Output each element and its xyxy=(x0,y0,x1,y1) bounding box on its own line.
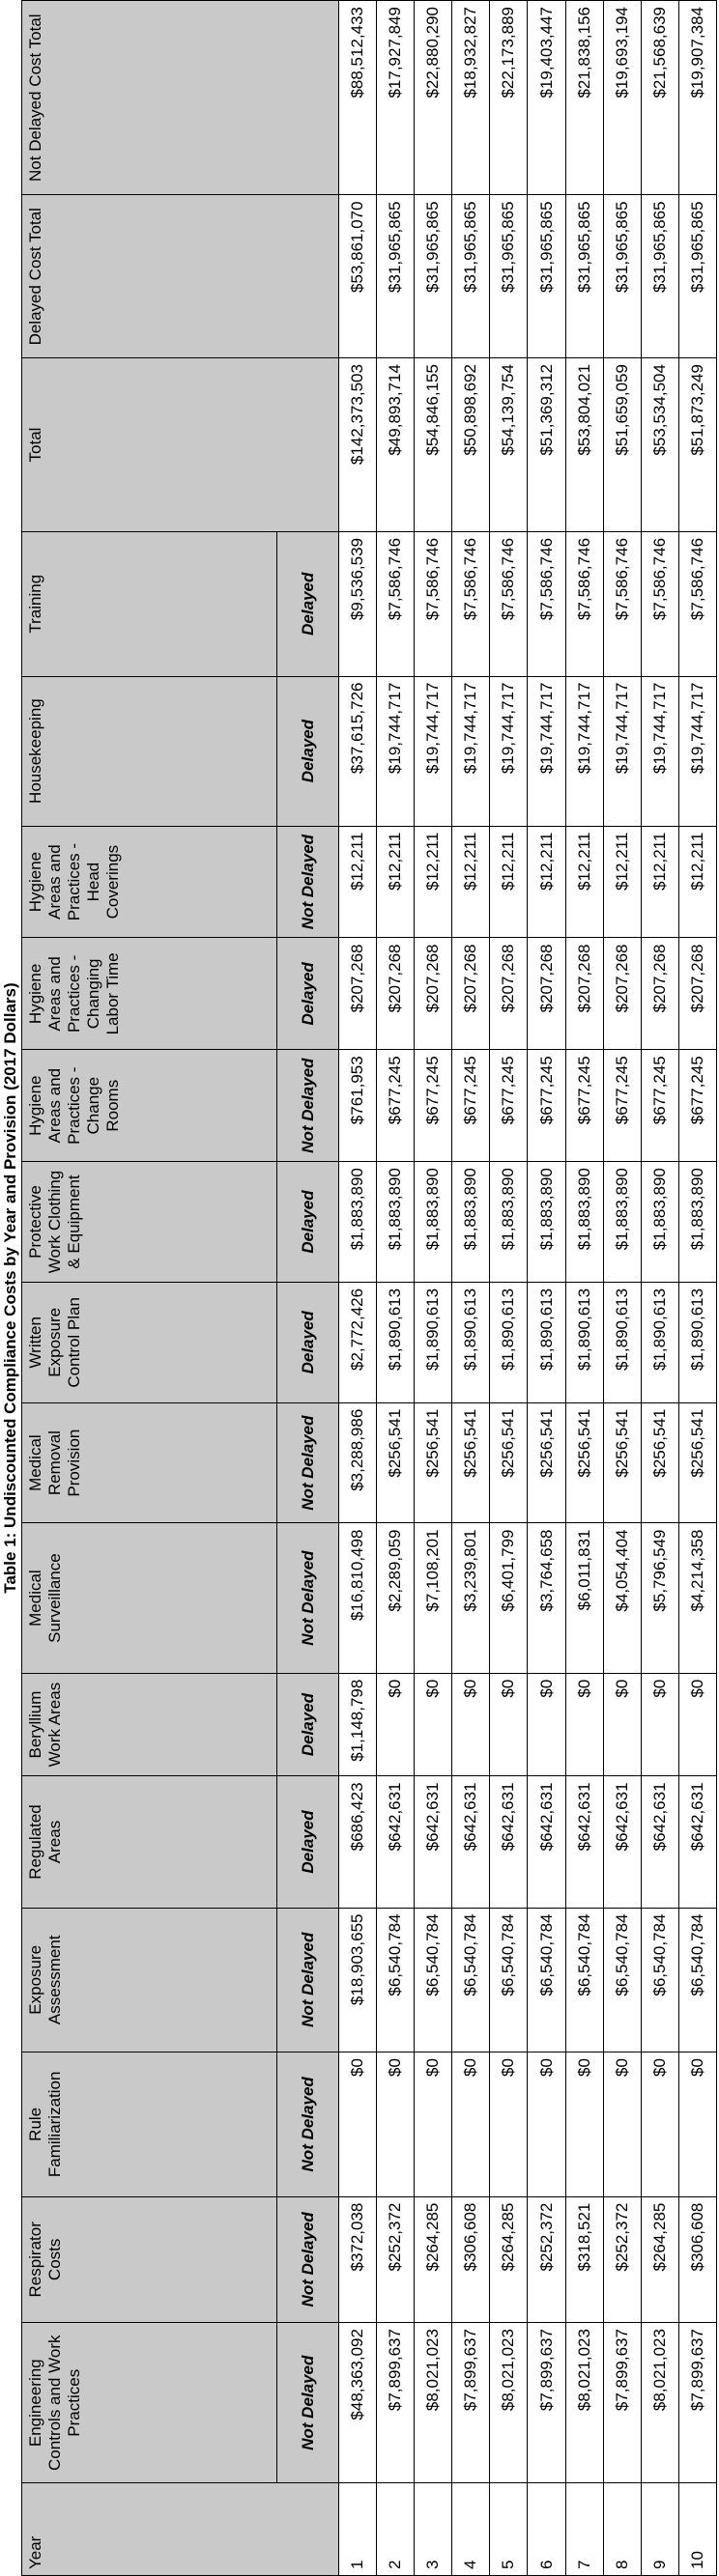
cost-cell: $8,021,023 xyxy=(490,2323,528,2483)
cost-cell: $5,796,549 xyxy=(641,1523,678,1673)
cost-cell: $256,541 xyxy=(490,1402,528,1523)
table-row xyxy=(377,1,415,2576)
cost-cell: $12,211 xyxy=(678,826,716,938)
cost-cell: $18,932,827 xyxy=(452,1,490,195)
cost-cell: $51,369,312 xyxy=(528,358,565,532)
table-row xyxy=(678,1,716,2576)
cost-cell: $16,810,498 xyxy=(339,1523,377,1673)
cost-cell: $1,890,613 xyxy=(452,1282,490,1402)
cost-cell: $207,268 xyxy=(490,938,528,1050)
year-cell: 7 xyxy=(565,2483,603,2576)
cost-cell: $6,540,784 xyxy=(452,1908,490,2052)
column-header-hygiene-change-rooms: Hygiene Areas and Practices - Change Rooms xyxy=(22,1050,277,1162)
cost-cell: $256,541 xyxy=(377,1402,415,1523)
cost-cell: $7,586,746 xyxy=(678,531,716,676)
cost-cell: $1,890,613 xyxy=(678,1282,716,1402)
cost-cell: $7,899,637 xyxy=(528,2323,565,2483)
cost-cell: $8,021,023 xyxy=(641,2323,678,2483)
cost-cell: $3,764,658 xyxy=(528,1523,565,1673)
cost-cell: $256,541 xyxy=(528,1402,565,1523)
cost-cell: $0 xyxy=(603,1673,641,1776)
column-header-beryllium-work-areas: Beryllium Work Areas xyxy=(22,1673,277,1776)
cost-cell: $7,899,637 xyxy=(603,2323,641,2483)
column-header-written-exposure-plan: Written Exposure Control Plan xyxy=(22,1282,277,1402)
cost-cell: $2,289,059 xyxy=(377,1523,415,1673)
cost-cell: $642,631 xyxy=(452,1776,490,1908)
cost-cell: $677,245 xyxy=(528,1050,565,1162)
column-header-total: Total xyxy=(22,358,339,532)
subheader-delay-status: Not Delayed xyxy=(277,1050,339,1162)
cost-cell: $252,372 xyxy=(528,2196,565,2322)
cost-cell: $1,883,890 xyxy=(452,1162,490,1283)
cost-cell: $256,541 xyxy=(641,1402,678,1523)
cost-cell: $256,541 xyxy=(415,1402,452,1523)
cost-cell: $31,965,865 xyxy=(490,195,528,358)
cost-cell: $51,659,059 xyxy=(603,358,641,532)
cost-cell: $207,268 xyxy=(415,938,452,1050)
cost-cell: $642,631 xyxy=(603,1776,641,1908)
cost-cell: $0 xyxy=(415,2052,452,2197)
subheader-delay-status: Delayed xyxy=(277,676,339,826)
cost-cell: $1,883,890 xyxy=(528,1162,565,1283)
cost-cell: $4,214,358 xyxy=(678,1523,716,1673)
cost-cell: $677,245 xyxy=(641,1050,678,1162)
cost-cell: $51,873,249 xyxy=(678,358,716,532)
cost-cell: $19,744,717 xyxy=(678,676,716,826)
cost-cell: $1,883,890 xyxy=(415,1162,452,1283)
cost-cell: $0 xyxy=(678,1673,716,1776)
cost-cell: $686,423 xyxy=(339,1776,377,1908)
column-header-housekeeping: Housekeeping xyxy=(22,676,277,826)
cost-cell: $207,268 xyxy=(641,938,678,1050)
cost-cell: $1,883,890 xyxy=(377,1162,415,1283)
cost-cell: $7,586,746 xyxy=(603,531,641,676)
subheader-delay-status: Not Delayed xyxy=(277,2052,339,2197)
cost-cell: $264,285 xyxy=(415,2196,452,2322)
cost-cell: $21,568,639 xyxy=(641,1,678,195)
cost-cell: $1,890,613 xyxy=(490,1282,528,1402)
cost-cell: $12,211 xyxy=(415,826,452,938)
cost-cell: $0 xyxy=(678,2052,716,2197)
cost-cell: $8,021,023 xyxy=(415,2323,452,2483)
cost-cell: $0 xyxy=(603,2052,641,2197)
subheader-delay-status: Not Delayed xyxy=(277,2196,339,2322)
cost-cell: $264,285 xyxy=(490,2196,528,2322)
cost-cell: $6,540,784 xyxy=(528,1908,565,2052)
cost-cell: $6,540,784 xyxy=(415,1908,452,2052)
cost-cell: $0 xyxy=(452,2052,490,2197)
cost-cell: $1,890,613 xyxy=(565,1282,603,1402)
cost-cell: $207,268 xyxy=(377,938,415,1050)
cost-cell: $12,211 xyxy=(565,826,603,938)
cost-cell: $677,245 xyxy=(377,1050,415,1162)
cost-cell: $8,021,023 xyxy=(565,2323,603,2483)
header-row xyxy=(22,1,277,2576)
cost-cell: $19,403,447 xyxy=(528,1,565,195)
cost-cell: $7,899,637 xyxy=(678,2323,716,2483)
table-row xyxy=(641,1,678,2576)
cost-cell: $256,541 xyxy=(678,1402,716,1523)
cost-cell: $677,245 xyxy=(452,1050,490,1162)
cost-cell: $642,631 xyxy=(678,1776,716,1908)
cost-cell: $54,846,155 xyxy=(415,358,452,532)
cost-cell: $6,540,784 xyxy=(565,1908,603,2052)
subheader-delay-status: Delayed xyxy=(277,1673,339,1776)
table-row xyxy=(528,1,565,2576)
cost-cell: $256,541 xyxy=(452,1402,490,1523)
cost-cell: $22,880,290 xyxy=(415,1,452,195)
subheader-delay-status: Delayed xyxy=(277,938,339,1050)
cost-cell: $31,965,865 xyxy=(415,195,452,358)
cost-cell: $642,631 xyxy=(528,1776,565,1908)
cost-cell: $0 xyxy=(339,2052,377,2197)
cost-cell: $49,893,714 xyxy=(377,358,415,532)
cost-cell: $1,890,613 xyxy=(603,1282,641,1402)
cost-cell: $54,139,754 xyxy=(490,358,528,532)
cost-cell: $1,883,890 xyxy=(565,1162,603,1283)
cost-cell: $12,211 xyxy=(603,826,641,938)
cost-cell: $0 xyxy=(490,1673,528,1776)
cost-cell: $9,536,539 xyxy=(339,531,377,676)
subheader-delay-status: Not Delayed xyxy=(277,1908,339,2052)
cost-cell: $6,540,784 xyxy=(641,1908,678,2052)
cost-cell: $19,744,717 xyxy=(565,676,603,826)
cost-cell: $6,540,784 xyxy=(603,1908,641,2052)
cost-cell: $372,038 xyxy=(339,2196,377,2322)
table-body xyxy=(339,1,717,2576)
cost-cell: $7,899,637 xyxy=(452,2323,490,2483)
column-header-exposure-assessment: Exposure Assessment xyxy=(22,1908,277,2052)
cost-cell: $31,965,865 xyxy=(565,195,603,358)
column-header-regulated-areas: Regulated Areas xyxy=(22,1776,277,1908)
cost-cell: $53,861,070 xyxy=(339,195,377,358)
cost-cell: $7,586,746 xyxy=(565,531,603,676)
cost-cell: $207,268 xyxy=(603,938,641,1050)
cost-cell: $7,586,746 xyxy=(452,531,490,676)
cost-cell: $0 xyxy=(641,1673,678,1776)
cost-cell: $19,744,717 xyxy=(641,676,678,826)
cost-cell: $207,268 xyxy=(528,938,565,1050)
cost-cell: $6,540,784 xyxy=(490,1908,528,2052)
cost-cell: $53,534,504 xyxy=(641,358,678,532)
cost-cell: $48,363,092 xyxy=(339,2323,377,2483)
table-row xyxy=(339,1,377,2576)
table-row xyxy=(452,1,490,2576)
cost-cell: $19,744,717 xyxy=(490,676,528,826)
cost-cell: $207,268 xyxy=(452,938,490,1050)
cost-cell: $0 xyxy=(565,1673,603,1776)
column-header-not-delayed-cost-total: Not Delayed Cost Total xyxy=(22,1,339,195)
column-header-protective-clothing: Protective Work Clothing & Equipment xyxy=(22,1162,277,1283)
cost-cell: $642,631 xyxy=(490,1776,528,1908)
cost-cell: $0 xyxy=(377,1673,415,1776)
year-cell: 2 xyxy=(377,2483,415,2576)
cost-cell: $12,211 xyxy=(339,826,377,938)
cost-cell: $31,965,865 xyxy=(452,195,490,358)
column-header-hygiene-labor-time: Hygiene Areas and Practices - Changing Labor Time xyxy=(22,938,277,1050)
cost-cell: $677,245 xyxy=(490,1050,528,1162)
column-header-engineering-controls: Engineering Controls and Work Practices xyxy=(22,2323,277,2483)
cost-cell: $1,890,613 xyxy=(641,1282,678,1402)
cost-cell: $1,883,890 xyxy=(678,1162,716,1283)
cost-cell: $19,744,717 xyxy=(603,676,641,826)
cost-cell: $761,953 xyxy=(339,1050,377,1162)
cost-cell: $677,245 xyxy=(678,1050,716,1162)
cost-cell: $17,927,849 xyxy=(377,1,415,195)
cost-cell: $19,744,717 xyxy=(377,676,415,826)
cost-cell: $19,744,717 xyxy=(452,676,490,826)
cost-cell: $7,899,637 xyxy=(377,2323,415,2483)
cost-cell: $318,521 xyxy=(565,2196,603,2322)
cost-cell: $7,586,746 xyxy=(490,531,528,676)
cost-cell: $7,586,746 xyxy=(415,531,452,676)
cost-cell: $12,211 xyxy=(641,826,678,938)
cost-cell: $642,631 xyxy=(415,1776,452,1908)
cost-cell: $306,608 xyxy=(678,2196,716,2322)
cost-cell: $21,838,156 xyxy=(565,1,603,195)
cost-cell: $6,540,784 xyxy=(377,1908,415,2052)
cost-cell: $12,211 xyxy=(452,826,490,938)
cost-cell: $0 xyxy=(528,2052,565,2197)
cost-cell: $642,631 xyxy=(377,1776,415,1908)
cost-cell: $0 xyxy=(452,1673,490,1776)
cost-cell: $7,586,746 xyxy=(377,531,415,676)
subheader-delay-status: Delayed xyxy=(277,1282,339,1402)
column-header-hygiene-head-coverings: Hygiene Areas and Practices - Head Coverings xyxy=(22,826,277,938)
cost-cell: $677,245 xyxy=(565,1050,603,1162)
column-header-respirator-costs: Respirator Costs xyxy=(22,2196,277,2322)
year-cell: 9 xyxy=(641,2483,678,2576)
cost-cell: $677,245 xyxy=(603,1050,641,1162)
year-cell: 4 xyxy=(452,2483,490,2576)
column-header-medical-surveillance: Medical Surveillance xyxy=(22,1523,277,1673)
subheader-delay-status: Delayed xyxy=(277,1776,339,1908)
cost-cell: $1,883,890 xyxy=(490,1162,528,1283)
cost-cell: $1,890,613 xyxy=(415,1282,452,1402)
cost-cell: $306,608 xyxy=(452,2196,490,2322)
year-cell: 5 xyxy=(490,2483,528,2576)
cost-cell: $12,211 xyxy=(490,826,528,938)
cost-cell: $22,173,889 xyxy=(490,1,528,195)
table-row xyxy=(415,1,452,2576)
cost-cell: $256,541 xyxy=(565,1402,603,1523)
cost-cell: $252,372 xyxy=(377,2196,415,2322)
cost-cell: $642,631 xyxy=(641,1776,678,1908)
subheader-delay-status: Delayed xyxy=(277,531,339,676)
cost-cell: $1,883,890 xyxy=(641,1162,678,1283)
cost-cell: $142,373,503 xyxy=(339,358,377,532)
compliance-cost-table xyxy=(21,0,717,2576)
cost-cell: $1,883,890 xyxy=(339,1162,377,1283)
cost-cell: $37,615,726 xyxy=(339,676,377,826)
cost-cell: $1,883,890 xyxy=(603,1162,641,1283)
cost-cell: $31,965,865 xyxy=(377,195,415,358)
cost-cell: $1,890,613 xyxy=(377,1282,415,1402)
cost-cell: $18,903,655 xyxy=(339,1908,377,2052)
cost-cell: $207,268 xyxy=(678,938,716,1050)
column-header-training: Training xyxy=(22,531,277,676)
cost-cell: $31,965,865 xyxy=(528,195,565,358)
cost-cell: $0 xyxy=(641,2052,678,2197)
year-cell: 10 xyxy=(678,2483,716,2576)
column-header-delayed-cost-total: Delayed Cost Total xyxy=(22,195,339,358)
cost-cell: $19,744,717 xyxy=(528,676,565,826)
cost-cell: $12,211 xyxy=(528,826,565,938)
cost-cell: $3,288,986 xyxy=(339,1402,377,1523)
cost-cell: $252,372 xyxy=(603,2196,641,2322)
cost-cell: $7,586,746 xyxy=(528,531,565,676)
cost-cell: $6,540,784 xyxy=(678,1908,716,2052)
cost-cell: $4,054,404 xyxy=(603,1523,641,1673)
subheader-delay-status: Not Delayed xyxy=(277,826,339,938)
cost-cell: $1,148,798 xyxy=(339,1673,377,1776)
cost-cell: $6,011,831 xyxy=(565,1523,603,1673)
year-cell: 6 xyxy=(528,2483,565,2576)
cost-cell: $0 xyxy=(490,2052,528,2197)
cost-cell: $50,898,692 xyxy=(452,358,490,532)
cost-cell: $88,512,433 xyxy=(339,1,377,195)
cost-cell: $1,890,613 xyxy=(528,1282,565,1402)
table-row xyxy=(565,1,603,2576)
cost-cell: $0 xyxy=(565,2052,603,2197)
cost-cell: $6,401,799 xyxy=(490,1523,528,1673)
subheader-delay-status: Not Delayed xyxy=(277,2323,339,2483)
cost-cell: $31,965,865 xyxy=(641,195,678,358)
year-cell: 3 xyxy=(415,2483,452,2576)
column-header-medical-removal: Medical Removal Provision xyxy=(22,1402,277,1523)
year-cell: 8 xyxy=(603,2483,641,2576)
year-cell: 1 xyxy=(339,2483,377,2576)
cost-cell: $642,631 xyxy=(565,1776,603,1908)
cost-cell: $207,268 xyxy=(565,938,603,1050)
subheader-delay-status: Delayed xyxy=(277,1162,339,1283)
cost-cell: $53,804,021 xyxy=(565,358,603,532)
cost-cell: $256,541 xyxy=(603,1402,641,1523)
cost-cell: $264,285 xyxy=(641,2196,678,2322)
column-header-year: Year xyxy=(22,2483,339,2576)
cost-cell: $677,245 xyxy=(415,1050,452,1162)
cost-cell: $19,744,717 xyxy=(415,676,452,826)
cost-cell: $31,965,865 xyxy=(603,195,641,358)
table-title: Table 1: Undiscounted Compliance Costs by Year and Provision (2017 Dollars) xyxy=(1,982,19,1594)
cost-cell: $3,239,801 xyxy=(452,1523,490,1673)
cost-cell: $12,211 xyxy=(377,826,415,938)
cost-cell: $0 xyxy=(415,1673,452,1776)
cost-cell: $19,693,194 xyxy=(603,1,641,195)
cost-cell: $7,108,201 xyxy=(415,1523,452,1673)
column-header-rule-familiarization: Rule Familiarization xyxy=(22,2052,277,2197)
table-row xyxy=(490,1,528,2576)
subheader-delay-status: Not Delayed xyxy=(277,1523,339,1673)
cost-cell: $19,907,384 xyxy=(678,1,716,195)
cost-cell: $0 xyxy=(377,2052,415,2197)
cost-cell: $2,772,426 xyxy=(339,1282,377,1402)
cost-cell: $0 xyxy=(528,1673,565,1776)
cost-cell: $31,965,865 xyxy=(678,195,716,358)
table-row xyxy=(603,1,641,2576)
cost-cell: $207,268 xyxy=(339,938,377,1050)
cost-cell: $7,586,746 xyxy=(641,531,678,676)
subheader-delay-status: Not Delayed xyxy=(277,1402,339,1523)
